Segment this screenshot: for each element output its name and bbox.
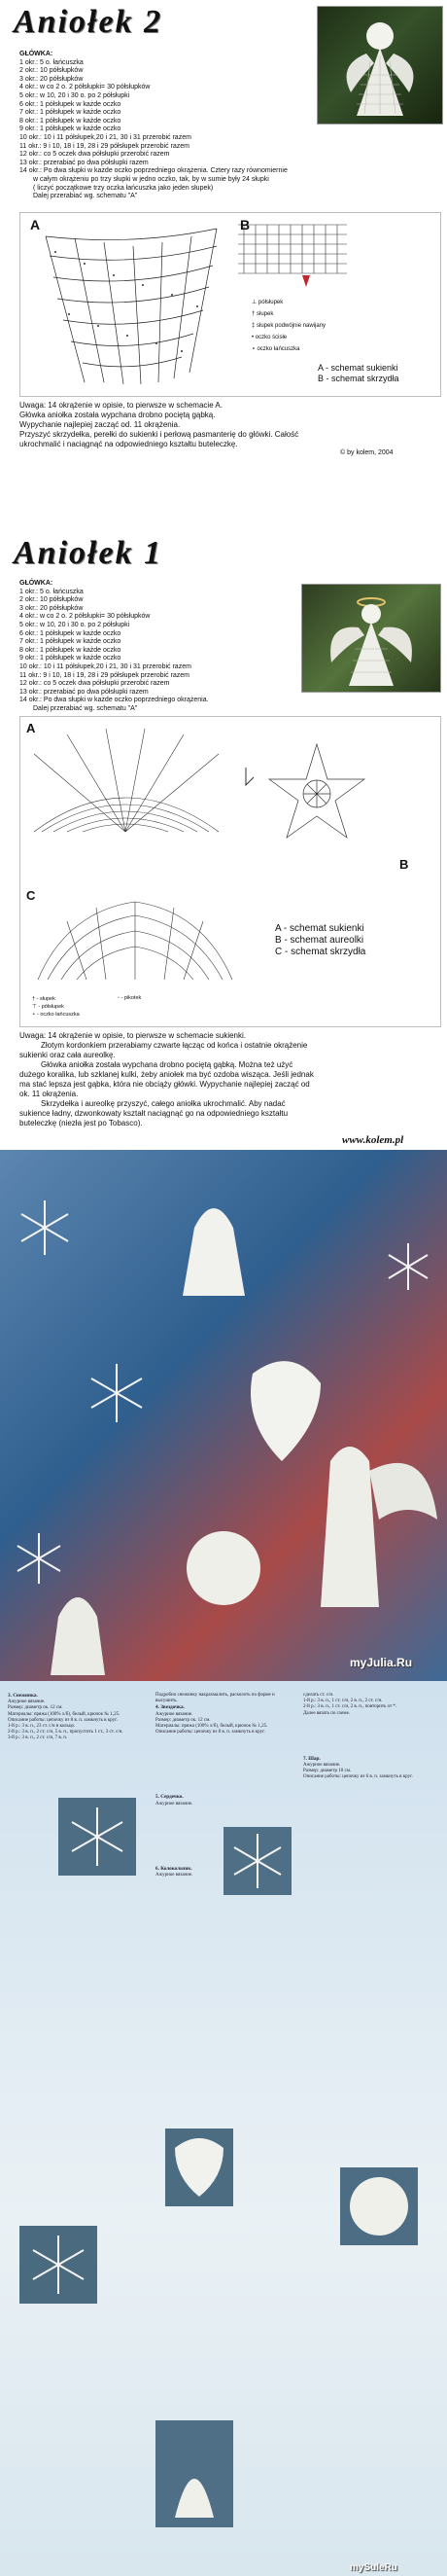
section2-note [19,1031,437,1128]
note-line: ok. 11 okrążenia. [19,1090,79,1098]
section1-diagram-box [19,212,441,397]
instruction-line: 9 okr.: 1 półsłupek w każde oczko [19,125,121,133]
magazine-text-page [0,1681,447,2576]
symbol-halfdouble: ⊤ - półsłupek [32,1004,64,1010]
diagram-label-a: A [26,721,36,735]
instructions-heading: GŁÓWKA: [19,580,53,587]
symbol-slip: • oczko ścisłe [252,335,288,340]
section1-note [19,401,437,449]
instruction-line: 2 okr.: 10 półsłupków [19,596,84,604]
note-line: Przyszyć skrzydełka, perełki do sukienki i perłową pasmanterię do główki. Całość [19,430,299,439]
ornaments-photo-icon [0,1150,447,1681]
diagram-label-b: B [399,857,409,872]
skirt-diagram-a-icon [28,725,223,841]
symbol-picot: ◦ - pikotek [118,995,142,1001]
instruction-line: 8 okr.: 1 półsłupek w każde oczko [19,646,121,654]
wing-diagram-c-icon [28,892,242,989]
instruction-line: 10 okr.: 10 i 11 półsłupek,20 i 21, 30 i 31 przerobić razem [19,662,191,670]
skirt-diagram-a-icon [26,217,230,396]
halo-star-diagram-icon [263,740,370,847]
symbol-halfdouble: ⊥ półsłupek [252,300,284,305]
instruction-line: 8 okr.: 1 półsłupek w każde oczko [19,117,121,125]
instruction-line: 13 okr.: przerabiać po dwa półsłupki razem [19,159,149,166]
diagram-label-b: B [240,217,251,233]
watermark-top: myJulia.Ru [350,1656,413,1669]
note-line: Złotym kordonkiem przerabiamy czwarte łącząc od końca i ostatnie okrążenie [41,1041,308,1050]
instruction-line: 11 okr.: 9 i 10, 18 i 19, 28 i 29 półsłupek przerobić razem [19,142,189,150]
instruction-line: 12 okr.: co 5 oczek dwa półsłupki przerobić razem [19,680,170,688]
note-line: Wypychanie najlepiej zacząć od. 11 okrążenia. [19,420,181,429]
note-line: Główka aniołka została wypchana drobno pociętą gąbką. Można też użyć [41,1060,293,1069]
wing-diagram-b-icon [234,217,351,295]
section2-instructions [19,580,311,714]
magazine-column-1: 3. Снежинка. Ажурное вязание. Размер: диаметр ок. 12 см. Материалы: пряжа (100% х/б), белый, крючок № 1,25. Описание работы: цепочку из 8 в. п. замкнуть в круг. 1-й р.: 3 в. п., 23 ст. с/н в кольцо. 2-й р.: 3 в. п., 2 ст. с/н, 5 в. п., пропустить 1 ст., 3 ст. с/н. 3-й р.: 3 в. п., 2 ст. с/н, 7 в. п. [8,1693,123,1741]
legend-line: A - schemat sukienki [318,363,398,373]
diagram-label-a: A [30,217,41,233]
instruction-line: 7 okr.: 1 półsłupek w każde oczko [19,109,121,117]
instruction-line: 1 okr.: 5 o. łańcuszka [19,588,84,595]
section1-title: Aniołek 2 [14,4,163,40]
instruction-line: 5 okr.: w 10, 20 i 30 o. po 2 półsłupki [19,91,130,99]
instruction-line: 11 okr.: 9 i 10, 18 i 19, 28 i 29 półsłupek przerobić razem [19,671,189,679]
section2-diagram-box [19,716,441,1027]
instruction-line: 13 okr.: przerabiać po dwa półsłupki razem [19,688,149,696]
note-line: ukrochmalić i naciągnąć na odpowiedniego kształtu buteleczkę. [19,440,238,448]
section2-legend [275,923,365,958]
note-line: sukience ładny, dzwonkowaty kształt naciągnąć go na odpowiedniego kształtu [19,1109,289,1118]
note-line: Uwaga: 14 okrążenie w opisie, to pierwsze w schemacie A. [19,401,223,410]
instruction-line: 10 okr.: 10 i 11 półsłupek,20 i 21, 30 i 31 przerobić razem [19,133,191,141]
note-line: ma stać lepsza jest gąbka, która nie obciąży główki. Wypychanie najlepiej zacząć od [19,1080,310,1089]
instruction-line: 7 okr.: 1 półsłupek w każde oczko [19,638,121,646]
section1-legend [318,363,399,385]
instruction-line: Dalej przerabiać wg. schematu "A" [33,704,138,712]
instruction-line: Dalej przerabiać wg. schematu "A" [33,193,138,200]
instruction-line: 12 okr.: co 5 oczek dwa półsłupki przerobić razem [19,151,170,159]
note-line: dużego koralika, lub szklanej kulki, żeby aniołek ma być ozdoba wisząca. Jeśli jednak [19,1070,314,1079]
note-line: Główka aniołka została wypchana drobno pociętą gąbką. [19,411,216,419]
angel1-figure-icon [302,585,440,692]
note-line: Uwaga: 14 okrążenie w opisie, to pierwsze w schemacie sukienki. [19,1031,246,1040]
legend-line: B - schemat skrzydła [318,374,399,384]
note-line: sukienki oraz cała aureolkę. [19,1051,116,1059]
instruction-line: 1 okr.: 5 o. łańcuszka [19,58,84,66]
diagram-label-c: C [26,888,36,903]
legend-line: A - schemat sukienki [275,923,364,934]
instruction-line: 2 okr.: 10 półsłupków [19,67,84,75]
instruction-line: 3 okr.: 20 półsłupków [19,75,84,83]
section1-instructions [19,51,350,201]
instruction-line: 5 okr.: w 10, 20 i 30 o. po 2 półsłupki [19,621,130,628]
instruction-line: 14 okr.: Po dwa słupki w każde oczko poprzedniego okrążenia. [19,697,209,704]
section1-credit: © by kolem, 2004 [340,449,394,456]
instruction-line: 6 okr.: 1 półsłupek w każde oczko [19,100,121,108]
section2-title: Aniołek 1 [14,535,163,571]
instruction-line: 9 okr.: 1 półsłupek w każde oczko [19,655,121,662]
symbol-double: † - słupek [32,996,55,1002]
instruction-line: 14 okr.: Po dwa słupki w każde oczko poprzedniego okrążenia. Cztery razy równomiernie [19,167,288,175]
arrow-icon [244,766,258,791]
symbol-chain: ∘ - oczko łańcuszka [32,1012,80,1018]
instruction-line: w całym okrążeniu po trzy słupki w jedno oczko, tak, by w sumie były 24 słupki [33,175,269,183]
watermark-bottom: mySuleRu [350,2562,397,2573]
angel1-photo [301,584,441,693]
instruction-line: ( liczyć początkowe trzy oczka łańcuszka jako jeden słupek) [33,184,214,192]
magazine-inset-photos-icon [0,1681,447,2576]
magazine-photo [0,1150,447,1681]
instruction-line: 6 okr.: 1 półsłupek w każde oczko [19,629,121,637]
symbol-treble: ‡ słupek podwójnie nawijany [252,323,327,329]
note-line: Skrzydełka i aureolkę przyszyć, całego aniołka ukrochmalić. Aby nadać [41,1099,286,1108]
magazine-column-3: сделать ст. с/н. 1-й р.: 3 в. п., 1 ст. с/н, 2 в. п., 2 ст. с/н. 2-й р.: 3 в. п., 1 ст. с/н, 2 в. п., повторить от *. Далее вязать по схеме. 7. Шар. Ажурное вязание. Размер: диаметр 10 см. Описание работы: цепочку из 6 в. п. замкнуть в круг. [303,1693,413,1780]
symbol-legend [252,297,326,355]
symbol-chain: ∘ oczko łańcuszka [252,346,300,352]
magazine-column-2: Подробно снежинку накрахмалить, расколоть по форме и высушить. 4. Звездочка. Ажурное вязание. Размер: диаметр ок. 12 см. Материалы: пряжа (100% х/б), белый, крючок № 1,25. Описание работы: цепочку из 8 в. п. замкнуть в круг. 5. Сердечко. Ажурное вязание. 6. Колокольчик. Ажурное вязание. [155,1693,275,1878]
instruction-line: 4 okr.: w co 2 o. 2 półsłupki= 30 półsłupków [19,613,151,621]
instructions-heading: GŁÓWKA: [19,51,53,57]
section2-symbols [32,995,80,1019]
instruction-line: 4 okr.: w co 2 o. 2 półsłupki= 30 półsłupków [19,84,151,91]
note-line: buteleczkę (niezła jest po Tobasco). [19,1119,143,1127]
legend-line: B - schemat aureolki [275,935,364,946]
instruction-line: 3 okr.: 20 półsłupków [19,604,84,612]
symbol-double: † słupek [252,311,274,317]
section2-credit: www.kolem.pl [342,1134,404,1146]
legend-line: C - schemat skrzydła [275,947,366,957]
